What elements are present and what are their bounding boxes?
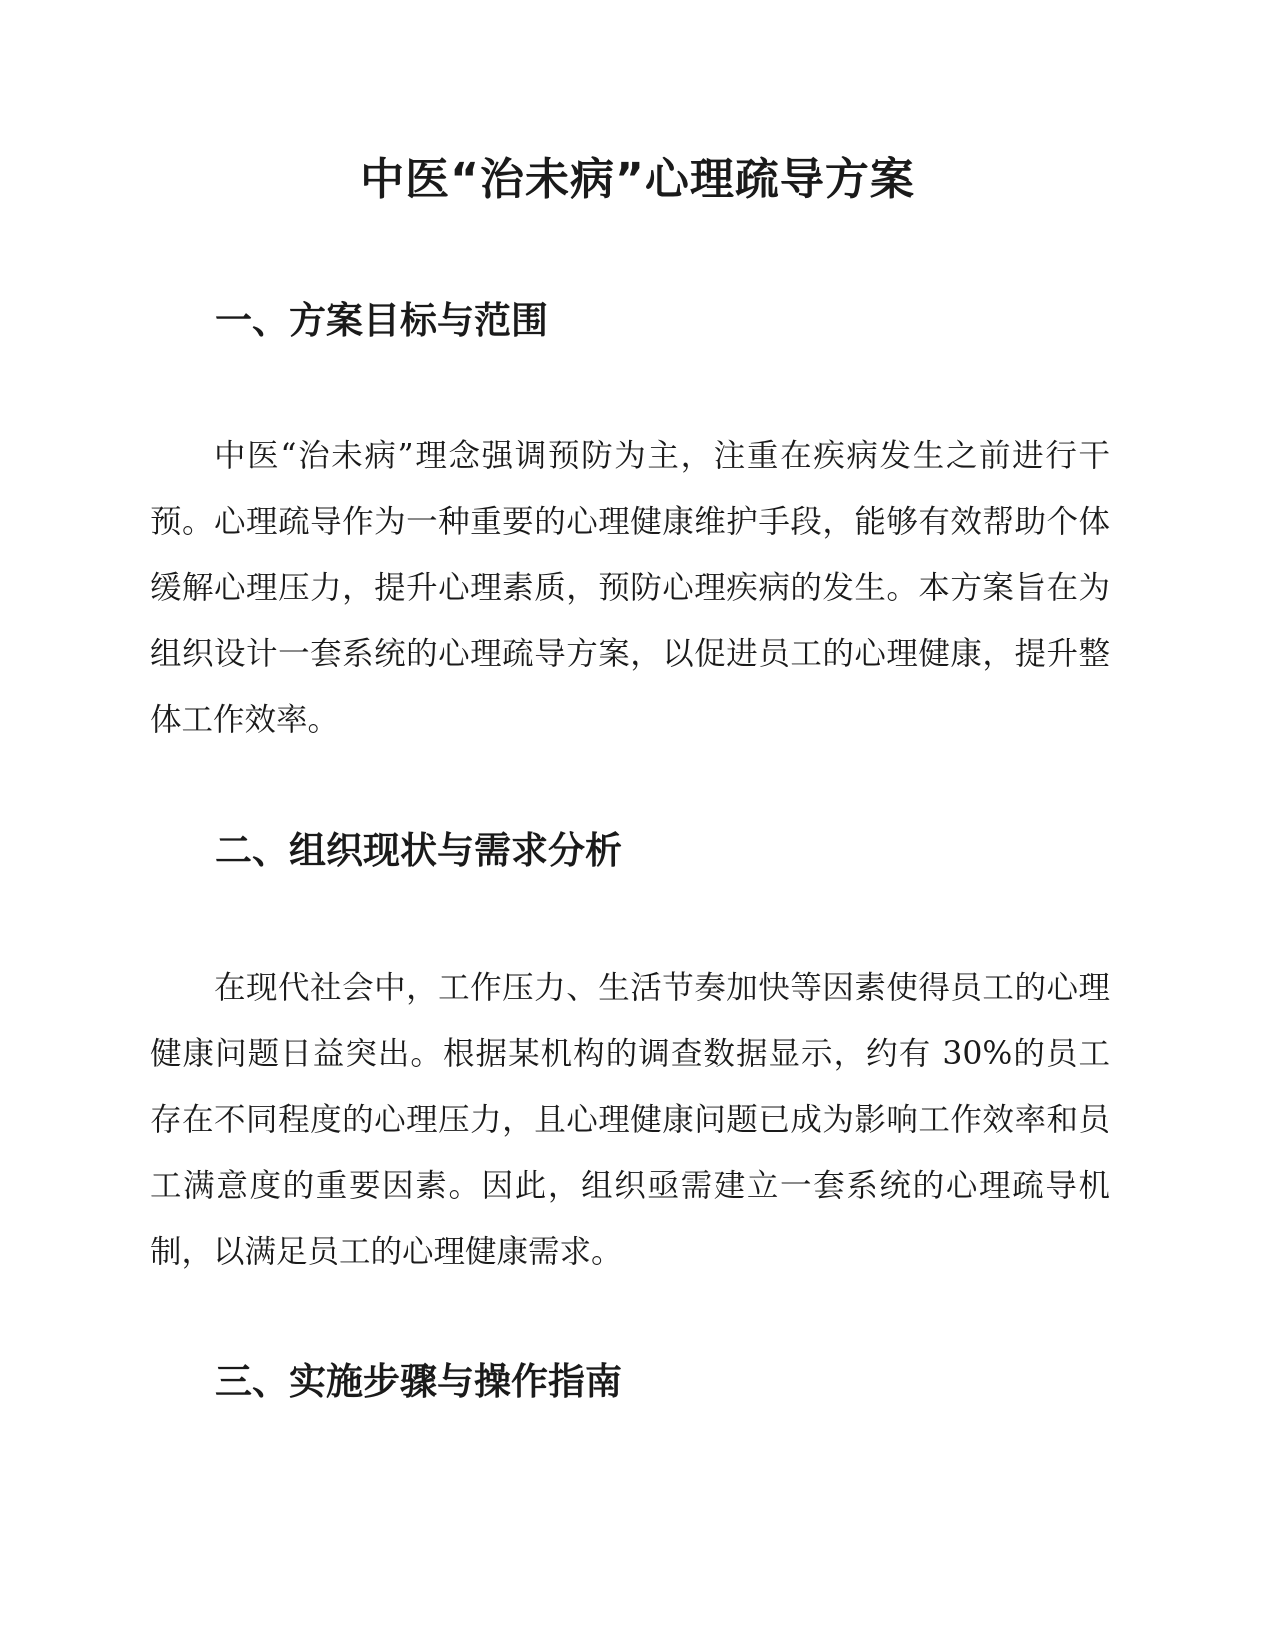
section-paragraph-status-needs: 在现代社会中，工作压力、生活节奏加快等因素使得员工的心理健康问题日益突出。根据某机构的调查数据显示，约有 30%的员工存在不同程度的心理压力，且心理健康问题已成为影响工作效率和员工满意度的重要因素。因此，组织亟需建立一套系统的心理疏导机制，以满足员工的心理健康需求。 (150, 970, 1110, 1270)
section-paragraph-goals-scope: 中医“治未病”理念强调预防为主，注重在疾病发生之前进行干预。心理疏导作为一种重要的心理健康维护手段，能够有效帮助个体缓解心理压力，提升心理素质，预防心理疾病的发生。本方案旨在为组织设计一套系统的心理疏导方案，以促进员工的心理健康，提升整体工作效率。 (150, 438, 1110, 738)
section-heading-status-needs: 二、组织现状与需求分析 (215, 829, 622, 872)
section-heading-goals-scope: 一、方案目标与范围 (215, 299, 548, 342)
section-heading-implementation-steps: 三、实施步骤与操作指南 (215, 1360, 622, 1403)
document-title: 中医“治未病”心理疏导方案 (360, 154, 915, 205)
